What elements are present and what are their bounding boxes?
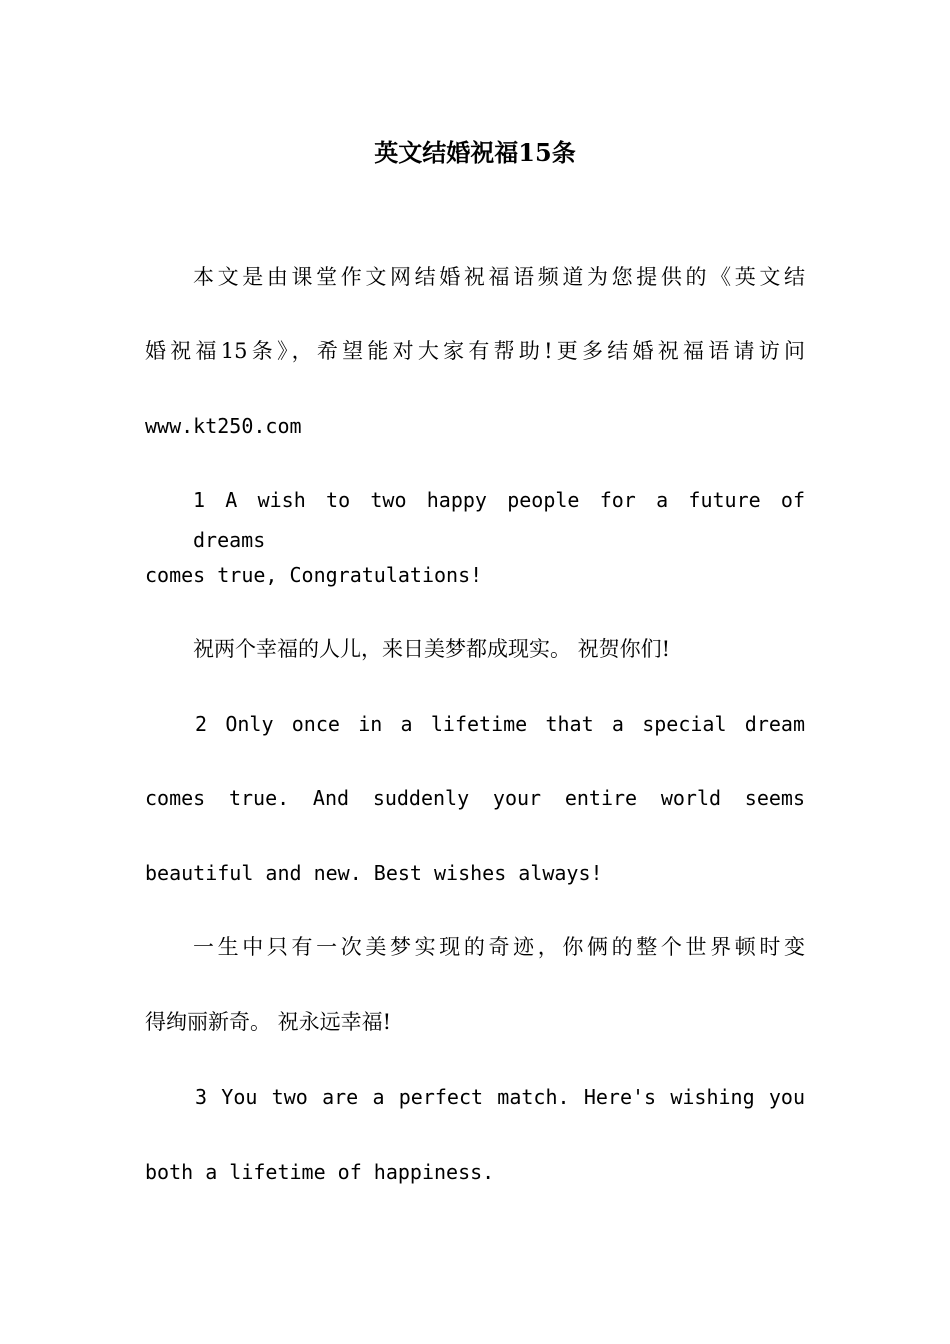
- wish-1-cn: 祝两个幸福的人儿，来日美梦都成现实。 祝贺你们!: [193, 637, 671, 661]
- wish-3-en-line-2: both a lifetime of happiness.: [145, 1160, 495, 1184]
- wish-2-en-line-1: 2 Only once in a lifetime that a special dream: [195, 712, 805, 736]
- wish-2-en-line-2: comes true. And suddenly your entire world seems: [145, 786, 805, 810]
- website-link[interactable]: www.kt250.com: [145, 414, 302, 438]
- wish-3-en-line-1: 3 You two are a perfect match. Here's wishing you: [195, 1085, 805, 1109]
- wish-1-en-line-1: 1 A wish to two happy people for a future of dreams: [193, 488, 805, 552]
- paragraph-line: 婚祝福15条》，希望能对大家有帮助!更多结婚祝福语请访问: [145, 339, 805, 363]
- wish-2-cn-line-2: 得绚丽新奇。 祝永远幸福!: [145, 1010, 392, 1034]
- wish-1-en-line-2: comes true, Congratulations!: [145, 563, 483, 587]
- wish-2-en-line-3: beautiful and new. Best wishes always!: [145, 861, 603, 885]
- paragraph-line: 本文是由课堂作文网结婚祝福语频道为您提供的《英文结: [193, 265, 805, 289]
- wish-2-cn-line-1: 一生中只有一次美梦实现的奇迹，你俩的整个世界顿时变: [193, 935, 805, 959]
- document-title: 英文结婚祝福15条: [374, 138, 576, 167]
